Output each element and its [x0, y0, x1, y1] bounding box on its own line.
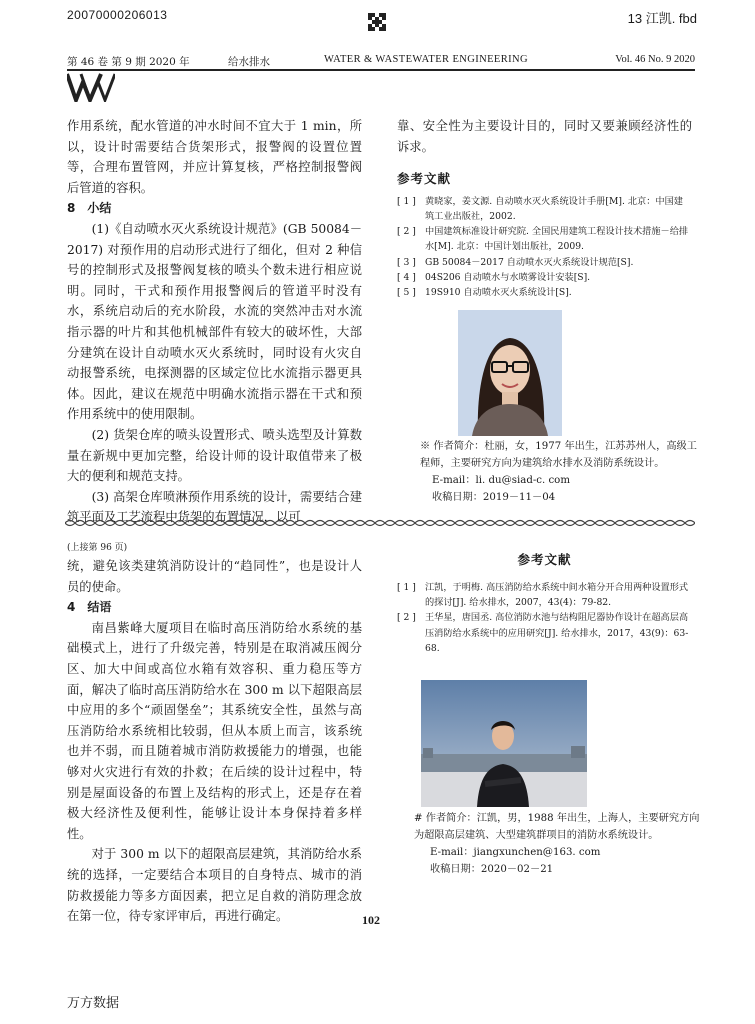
article1-right-column: [397, 116, 692, 300]
received-date: 收稿日期：2020－02－21: [430, 864, 554, 875]
article1-paragraph: 作用系统，配水管道的冲水时间不宜大于 1 min，所以，设计时需要结合货架形式，报警阀的设置位置等，合理布置管网，并应计算复核，严格控制报警阀后管道的容积。: [67, 119, 362, 195]
received-date: 收稿日期：2019－11－04: [432, 492, 556, 503]
article-separator: [65, 518, 695, 528]
reference-list: [397, 580, 692, 656]
page-number: 102: [362, 913, 380, 927]
reference-item: [ 3 ] GB 50084－2017 自动喷水灭火系统设计规范[S].: [397, 256, 634, 268]
journal-logo-icon: [67, 72, 115, 102]
summary-paragraph: (2) 货架仓库的喷头设置形式、喷头选型及计算数量在新规中更加完整，给设计师的设计取值带来了极大的便利和规范支持。: [67, 427, 362, 484]
file-name: 13 江凯. fbd: [627, 11, 697, 26]
continued-note: (上接第 96 页): [67, 543, 128, 553]
reference-item: [ 1 ] 江凯，于明梅. 高压消防给水系统中间水箱分开合用两种设置形式的探讨[J]. 给水排水，2007，43(4)：79-82.: [397, 582, 689, 609]
article2-references: [397, 550, 692, 656]
reference-item: [ 2 ] 王华星，唐国丞. 高位消防水池与结构阻尼器协作设计在超高层高压消防给水系统中的应用研究[J]. 给水排水，2017，43(9)：63-68.: [397, 612, 689, 654]
section-heading: 8 小结: [67, 201, 112, 216]
journal-name-en: WATER & WASTEWATER ENGINEERING: [324, 54, 528, 65]
qr-code-icon: [368, 13, 386, 31]
author-photo: [421, 680, 587, 807]
author-email: E-mail：li. du@siad-c. com: [432, 475, 570, 486]
conclusion-paragraph: 对于 300 m 以下的超限高层建筑，其消防给水系统的选择，一定要结合本项目的自身特点、城市的消防救援能力等多方面因素，把立足自救的消防理念放在第一位，待专家评审后，再进行确定。: [67, 847, 362, 924]
reference-list: [397, 194, 692, 300]
section-heading: 4 结语: [67, 600, 112, 615]
author2-bio: [414, 810, 704, 878]
article2-intro: 统，避免该类建筑消防设计的“趋同性”，也是设计人员的使命。: [67, 559, 362, 594]
footer-source: 万方数据: [67, 996, 120, 1011]
references-title: 参考文献: [397, 171, 452, 187]
header-rule: [67, 69, 695, 71]
article1-left-column: [67, 116, 362, 528]
running-head: [67, 54, 695, 68]
author-bio-text: ※ 作者简介：杜丽，女，1977 年出生，江苏苏州人，高级工程师，主要研究方向为建筑给水排水及消防系统设计。: [420, 441, 697, 469]
volume-en: Vol. 46 No. 9 2020: [615, 54, 695, 65]
reference-item: [ 2 ] 中国建筑标准设计研究院. 全国民用建筑工程设计技术措施－给排水[M]. 北京：中国计划出版社，2009.: [397, 226, 689, 253]
article1-continuation: 靠、安全性为主要设计目的，同时又要兼顾经济性的诉求。: [397, 119, 692, 154]
reference-item: [ 5 ] 19S910 自动喷水灭火系统设计[S].: [397, 287, 572, 298]
summary-paragraph: (3) 高架仓库喷淋预作用系统的设计，需要结合建筑平面及工艺流程中货架的布置情况，以可: [67, 489, 362, 525]
article2-left-column: [67, 556, 362, 927]
volume-cn: 第 46 卷 第 9 期 2020 年: [67, 56, 190, 68]
reference-item: [ 4 ] 04S206 自动喷水与水喷雾设计安装[S].: [397, 271, 591, 283]
reference-item: [ 1 ] 黄晓家，姜文源. 自动喷水灭火系统设计手册[M]. 北京：中国建筑工业出版社，2002.: [397, 195, 683, 222]
author-photo: [458, 310, 562, 436]
journal-name-cn: 给水排水: [228, 56, 270, 68]
document-id: 20070000206013: [67, 8, 168, 22]
conclusion-paragraph: 南昌紫峰大厦项目在临时高压消防给水系统的基础模式上，进行了升级完善，特别是在取消减压阀分区、加大中间或高位水箱有效容积、重力稳压等方面，解决了临时高压消防给水在 300 m 以下超限高层中应用的多个“顽固堡垒”；其系统安全性，虽然与高压消防给水系统相比较弱，但从本质上而言，该系统也并不弱，而且随着城市消防救援能力的增强，也能够对火灾进行有效的扑救；在后续的设计过程中，特别是屋面设备的布置上及结构的形式上，还是存在着极大经济性及便利性，能够让设计本身保持着多样性。: [67, 620, 362, 841]
author1-bio: [420, 438, 700, 506]
references-title: 参考文献: [517, 552, 572, 567]
summary-paragraph: (1)《自动喷水灭火系统设计规范》(GB 50084－2017) 对预作用的启动形式进行了细化，但对 2 种信号的控制形式及报警阀复核的喷头个数未进行相应说明。同时，干式和预作用报警阀后的管道平时没有水，系统启动后的充水阶段，水流的突然冲击对水流指示器的叶片和其他机械部件有较大的破坏性，大部分建筑在设计自动喷水灭火系统时，同时设有火灾自动报警系统，电探测器的区域定位比水流指示器更具体。因此，建议在规范中明确水流指示器在干式和预作用系统中的使用限制。: [67, 221, 362, 422]
author-email: E-mail：jiangxunchen@163. com: [430, 847, 601, 858]
author-bio-text: # 作者简介：江凯，男，1988 年出生，上海人，主要研究方向为超限高层建筑、大型建筑群项目的消防水系统设计。: [414, 813, 700, 841]
